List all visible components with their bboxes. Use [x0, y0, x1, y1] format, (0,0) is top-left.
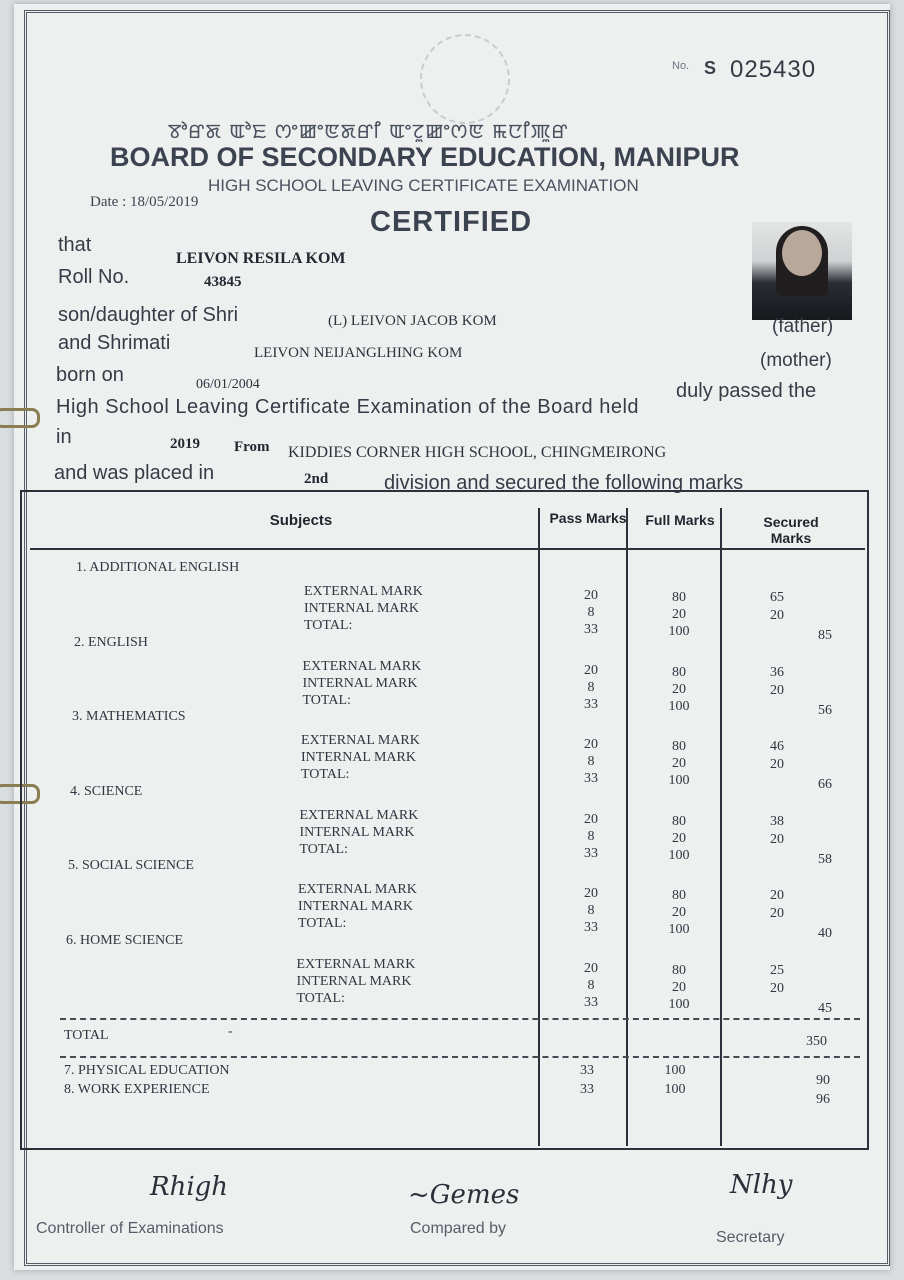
subject-total: 66	[818, 777, 832, 792]
mark-label-external: EXTERNAL MARK	[296, 956, 416, 972]
extra-secured-mark: 90	[816, 1073, 830, 1088]
pass-mark: 20	[584, 588, 598, 603]
mark-label-external: EXTERNAL MARK	[304, 584, 423, 599]
header-divider	[30, 548, 865, 550]
col-divider-3	[720, 508, 722, 1146]
full-mark: 100	[668, 698, 690, 714]
controller-signature: Rhigh	[150, 1172, 229, 1202]
exam-line: High School Leaving Certificate Examination of the Board held	[56, 396, 640, 418]
secured-external: 65	[770, 590, 784, 605]
mark-label-total: TOTAL:	[302, 692, 351, 708]
pass-mark: 33	[584, 994, 598, 1010]
total-divider-top	[60, 1018, 860, 1020]
mark-label-internal: INTERNAL MARK	[298, 899, 413, 914]
in-label: in	[56, 426, 72, 448]
full-mark: 20	[672, 979, 686, 995]
full-mark: 20	[672, 756, 686, 771]
grand-total-dash: -	[228, 1024, 233, 1039]
subject-total: 58	[818, 851, 832, 867]
that-label: that	[58, 234, 92, 256]
mark-label-external: EXTERNAL MARK	[302, 658, 422, 674]
pass-mark: 8	[587, 754, 595, 769]
pass-mark: 20	[584, 811, 598, 827]
born-label: born on	[56, 364, 124, 386]
marks-table	[20, 490, 869, 1150]
full-mark: 100	[668, 624, 690, 639]
exam-year: 2019	[170, 436, 200, 452]
full-mark: 80	[672, 813, 686, 829]
compared-signature: ~Gemes	[408, 1180, 520, 1210]
father-name: (L) LEIVON JACOB KOM	[328, 313, 497, 329]
secured-internal: 20	[770, 980, 784, 996]
passed-text: duly passed the	[676, 380, 817, 402]
roll-label: Roll No.	[58, 266, 130, 288]
mark-label-total: TOTAL:	[299, 841, 348, 857]
pass-mark: 33	[584, 622, 598, 637]
full-mark: 100	[668, 996, 690, 1012]
script-header: ꯕꯣꯔꯗ ꯑꯣꯐ ꯁꯦꯀꯦꯟꯗꯔꯤ ꯑꯦꯖꯨꯀꯦꯁꯟ ꯃꯅꯤꯄꯨꯔ	[168, 119, 569, 143]
mark-label-internal: INTERNAL MARK	[301, 750, 416, 765]
secured-internal: 20	[770, 682, 784, 698]
subject-name: 6. HOME SCIENCE	[66, 932, 184, 948]
pass-mark: 33	[584, 696, 598, 712]
extra-full-mark: 100	[664, 1082, 686, 1097]
mark-label-internal: INTERNAL MARK	[296, 973, 412, 989]
full-mark: 80	[672, 888, 686, 903]
full-mark: 80	[672, 739, 686, 754]
subject-name: 3. MATHEMATICS	[72, 709, 186, 724]
controller-label: Controller of Examinations	[36, 1220, 224, 1237]
division-text: division and secured the following marks	[384, 472, 744, 494]
full-mark: 80	[672, 590, 686, 605]
mark-label-total: TOTAL:	[296, 990, 345, 1006]
pass-mark: 20	[584, 886, 598, 901]
date-of-birth: 06/01/2004	[196, 377, 260, 392]
certified-title: CERTIFIED	[370, 206, 533, 238]
roll-number: 43845	[204, 274, 242, 290]
pass-mark: 8	[587, 828, 595, 844]
board-name: BOARD OF SECONDARY EDUCATION, MANIPUR	[110, 142, 740, 172]
placed-label: and was placed in	[54, 462, 215, 484]
full-mark: 100	[668, 773, 690, 788]
extra-pass-mark: 33	[580, 1063, 594, 1078]
subject-name: 2. ENGLISH	[74, 634, 148, 650]
col-divider-1	[538, 508, 540, 1146]
pass-mark: 20	[584, 737, 598, 752]
serial-letter: S	[704, 58, 717, 78]
serial-number: 025430	[730, 56, 817, 83]
mark-label-internal: INTERNAL MARK	[302, 675, 418, 691]
extra-subject-name: 8. WORK EXPERIENCE	[64, 1082, 210, 1097]
photo-face	[782, 230, 822, 276]
mark-label-internal: INTERNAL MARK	[304, 601, 419, 616]
pass-mark: 20	[584, 960, 598, 976]
header-pass-marks: Pass Marks	[549, 510, 627, 526]
secured-external: 38	[770, 813, 784, 829]
subject-total: 56	[818, 702, 832, 718]
mark-label-total: TOTAL:	[298, 916, 347, 931]
issue-date: Date : 18/05/2019	[90, 194, 199, 210]
student-photo	[752, 222, 852, 320]
mother-tag: (mother)	[760, 350, 832, 371]
mark-label-external: EXTERNAL MARK	[301, 733, 420, 748]
full-mark: 20	[672, 905, 686, 920]
extra-full-mark: 100	[664, 1063, 686, 1078]
mark-label-external: EXTERNAL MARK	[299, 807, 419, 823]
mark-label-total: TOTAL:	[304, 618, 353, 633]
secured-external: 20	[770, 888, 784, 903]
full-mark: 20	[672, 830, 686, 846]
exam-name: HIGH SCHOOL LEAVING CERTIFICATE EXAMINATION	[208, 176, 639, 195]
secured-internal: 20	[770, 906, 784, 921]
full-mark: 80	[672, 664, 686, 680]
pass-mark: 8	[587, 605, 595, 620]
full-mark: 20	[672, 607, 686, 622]
from-label: From	[234, 439, 270, 455]
subject-name: 4. SCIENCE	[70, 783, 143, 799]
secured-external: 36	[770, 664, 784, 680]
secretary-label: Secretary	[716, 1229, 785, 1246]
extra-pass-mark: 33	[580, 1082, 594, 1097]
pass-mark: 33	[584, 845, 598, 861]
extra-subject-name: 7. PHYSICAL EDUCATION	[64, 1063, 230, 1078]
secured-external: 25	[770, 962, 784, 978]
secretary-signature: Nlhy	[730, 1170, 793, 1200]
father-tag: (father)	[772, 316, 834, 337]
pass-mark: 8	[587, 679, 595, 695]
parent-label: son/daughter of Shri	[58, 304, 239, 326]
full-mark: 80	[672, 962, 686, 978]
header-full-marks: Full Marks	[645, 512, 715, 528]
mother-name: LEIVON NEIJANGLHING KOM	[254, 345, 463, 361]
header-subjects: Subjects	[269, 512, 333, 529]
subject-total: 40	[818, 926, 832, 941]
grand-total-value: 350	[806, 1034, 827, 1049]
mother-label: and Shrimati	[58, 332, 171, 354]
subject-name: 1. ADDITIONAL ENGLISH	[76, 560, 240, 575]
pass-mark: 33	[584, 920, 598, 935]
student-name: LEIVON RESILA KOM	[176, 250, 346, 267]
pass-mark: 33	[584, 771, 598, 786]
pass-mark: 8	[587, 977, 595, 993]
full-mark: 20	[672, 681, 686, 697]
serial-prefix: No.	[672, 60, 690, 72]
secured-external: 46	[770, 739, 784, 754]
grand-total-label: TOTAL	[64, 1028, 109, 1043]
subject-name: 5. SOCIAL SCIENCE	[68, 858, 194, 873]
mark-label-total: TOTAL:	[301, 767, 350, 782]
division: 2nd	[304, 471, 329, 487]
faded-seal	[420, 34, 510, 124]
pass-mark: 8	[587, 903, 595, 918]
extra-secured-mark: 96	[816, 1092, 830, 1107]
subject-total: 85	[818, 628, 832, 643]
mark-label-external: EXTERNAL MARK	[298, 882, 417, 897]
secured-internal: 20	[770, 757, 784, 772]
total-divider-bottom	[60, 1056, 860, 1058]
secured-internal: 20	[770, 608, 784, 623]
compared-label: Compared by	[410, 1220, 507, 1237]
binder-ring-top	[0, 408, 40, 428]
full-mark: 100	[668, 847, 690, 863]
header-secured-marks: Secured Marks	[763, 514, 819, 546]
school-name: KIDDIES CORNER HIGH SCHOOL, CHINGMEIRONG	[288, 444, 667, 461]
col-divider-2	[626, 508, 628, 1146]
full-mark: 100	[668, 922, 690, 937]
subject-total: 45	[818, 1000, 832, 1016]
pass-mark: 20	[584, 662, 598, 678]
mark-label-internal: INTERNAL MARK	[299, 824, 415, 840]
secured-internal: 20	[770, 831, 784, 847]
